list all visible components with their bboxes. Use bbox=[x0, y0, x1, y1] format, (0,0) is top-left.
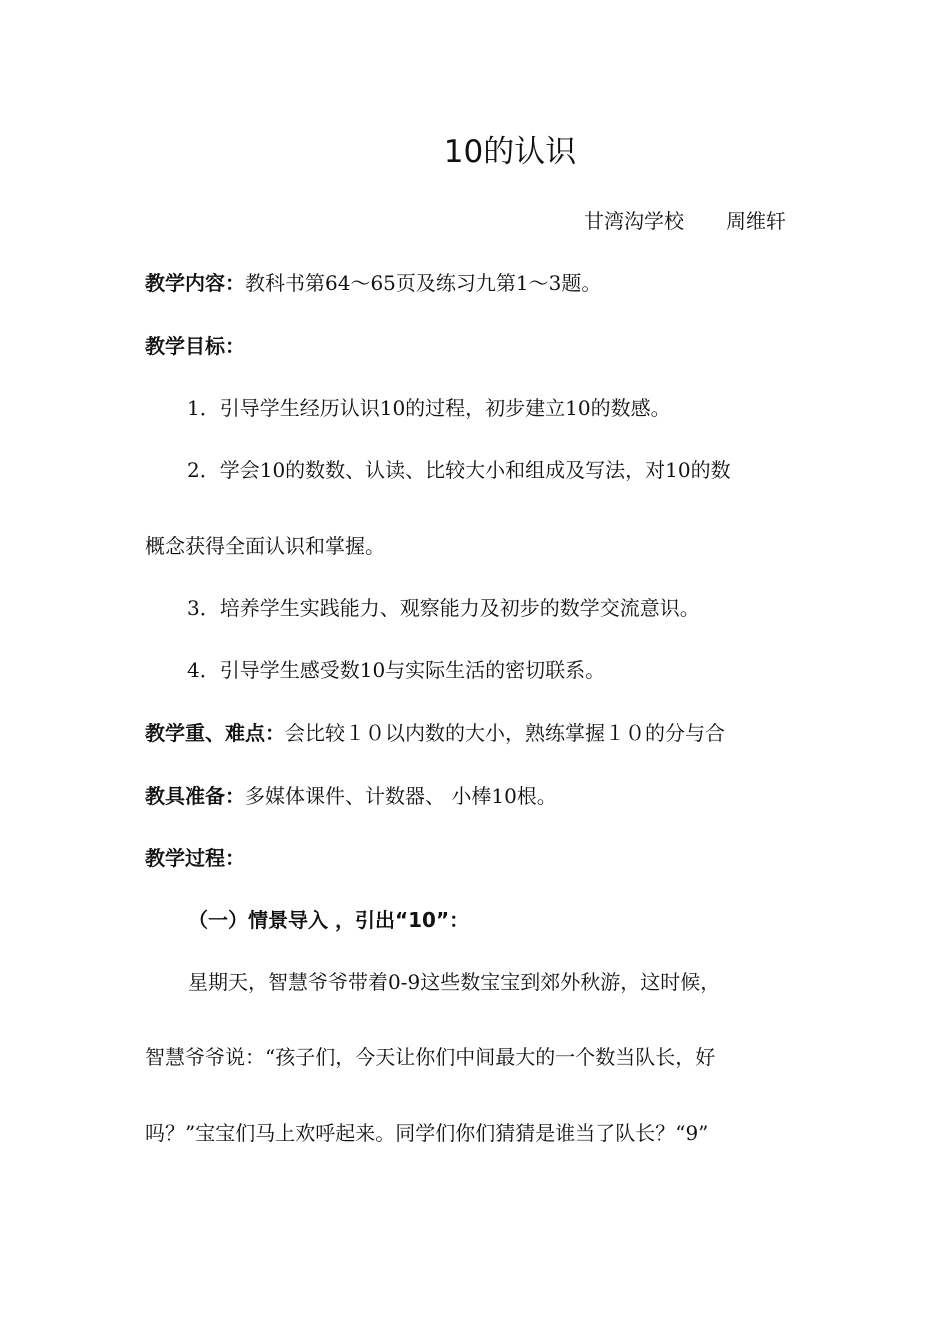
process-paragraph-line-2: 智慧爷爷说：“孩子们，今天让你们中间最大的一个数当队长，好 bbox=[145, 1045, 716, 1069]
objectives-label: 教学目标： bbox=[145, 334, 245, 358]
keypoints-label: 教学重、难点： bbox=[145, 721, 285, 745]
keypoints bbox=[145, 718, 725, 748]
school-name: 甘湾沟学校 bbox=[584, 209, 684, 233]
teaching-tools-text: 多媒体课件、计数器、 小棒10根。 bbox=[245, 784, 557, 808]
objective-item-2-line-2: 概念获得全面认识和掌握。 bbox=[145, 534, 385, 558]
document-title: 10的认识 bbox=[443, 134, 577, 170]
process-label: 教学过程： bbox=[145, 846, 245, 870]
teaching-content-text: 教科书第64～65页及练习九第1～3题。 bbox=[245, 271, 602, 295]
process-paragraph-line-3: 吗？”宝宝们马上欢呼起来。同学们你们猜猜是谁当了队长？“9” bbox=[145, 1121, 709, 1145]
teaching-content bbox=[145, 268, 601, 298]
teaching-tools-label: 教具准备： bbox=[145, 784, 245, 808]
teaching-content-label: 教学内容： bbox=[145, 271, 245, 295]
keypoints-text: 会比较１０以内数的大小，熟练掌握１０的分与合 bbox=[285, 721, 725, 745]
objective-item-1: 1．引导学生经历认识10的过程，初步建立10的数感。 bbox=[187, 396, 671, 420]
teaching-tools bbox=[145, 781, 557, 811]
objective-item-2-line-1: 2．学会10的数数、认读、比较大小和组成及写法，对10的数 bbox=[187, 458, 731, 482]
author-name: 周维轩 bbox=[726, 209, 786, 233]
process-paragraph-line-1: 星期天，智慧爷爷带着0-9这些数宝宝到郊外秋游，这时候， bbox=[188, 970, 721, 994]
objective-item-4: 4．引导学生感受数10与实际生活的密切联系。 bbox=[187, 658, 606, 682]
author-line bbox=[584, 206, 786, 236]
process-section-1-heading: （一）情景导入 ，引出“10”： bbox=[188, 908, 470, 932]
objective-item-3: 3．培养学生实践能力、观察能力及初步的数学交流意识。 bbox=[187, 596, 700, 620]
